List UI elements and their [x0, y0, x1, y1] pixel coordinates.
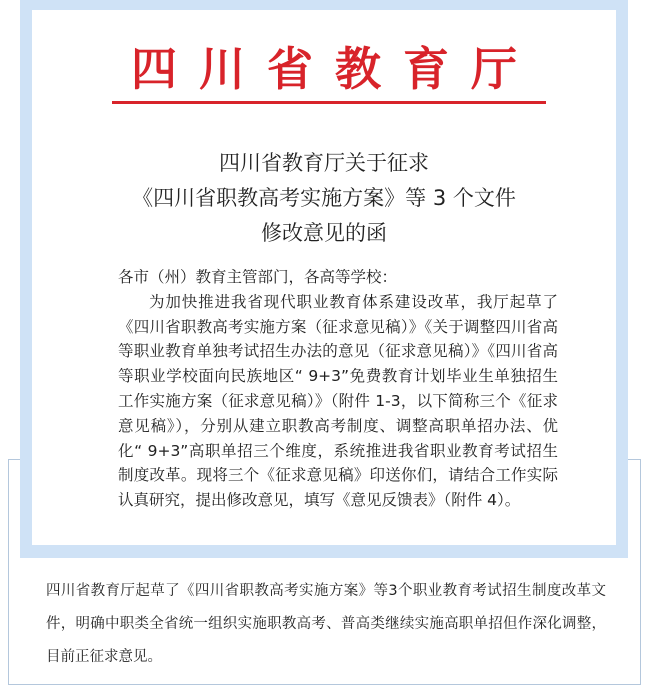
title-line: 修改意见的函 — [261, 221, 387, 245]
document-body — [118, 265, 558, 513]
document-paper — [32, 10, 616, 545]
document-title — [32, 146, 616, 251]
salutation: 各市（州）教育主管部门，各高等学校： — [118, 268, 398, 286]
masthead: 四川省教育厅 — [131, 42, 539, 96]
title-line: 《四川省职教高考实施方案》等 3 个文件 — [132, 186, 516, 210]
caption-text: 四川省教育厅起草了《四川省职教高考实施方案》等3个职业教育考试招生制度改革文件，明确中职类全省统一组织实施职教高考、普高类继续实施高职单招但作深化调整，目前正征求意见。 — [46, 583, 606, 665]
title-line: 四川省教育厅关于征求 — [219, 151, 429, 175]
document-image-frame — [20, 0, 628, 558]
masthead-rule — [112, 101, 546, 104]
body-paragraph: 为加快推进我省现代职业教育体系建设改革，我厅起草了《四川省职教高考实施方案（征求意见稿）》《关于调整四川省高等职业教育单独考试招生办法的意见（征求意见稿）》《四川省高等职业学校面向民族地区“ 9+3”免费教育计划毕业生单独招生工作实施方案（征求意见稿）》（附件 1-3，以下简称三个《征求意见稿》），分别从建立职教高考制度、调整高职单招办法、优化“ 9+3”高职单招三个维度，系统推进我省职业教育考试招生制度改革。现将三个《征求意见稿》印送你们，请结合工作实际认真研究，提出修改意见，填写《意见反馈表》（附件 4）。 — [118, 292, 558, 510]
